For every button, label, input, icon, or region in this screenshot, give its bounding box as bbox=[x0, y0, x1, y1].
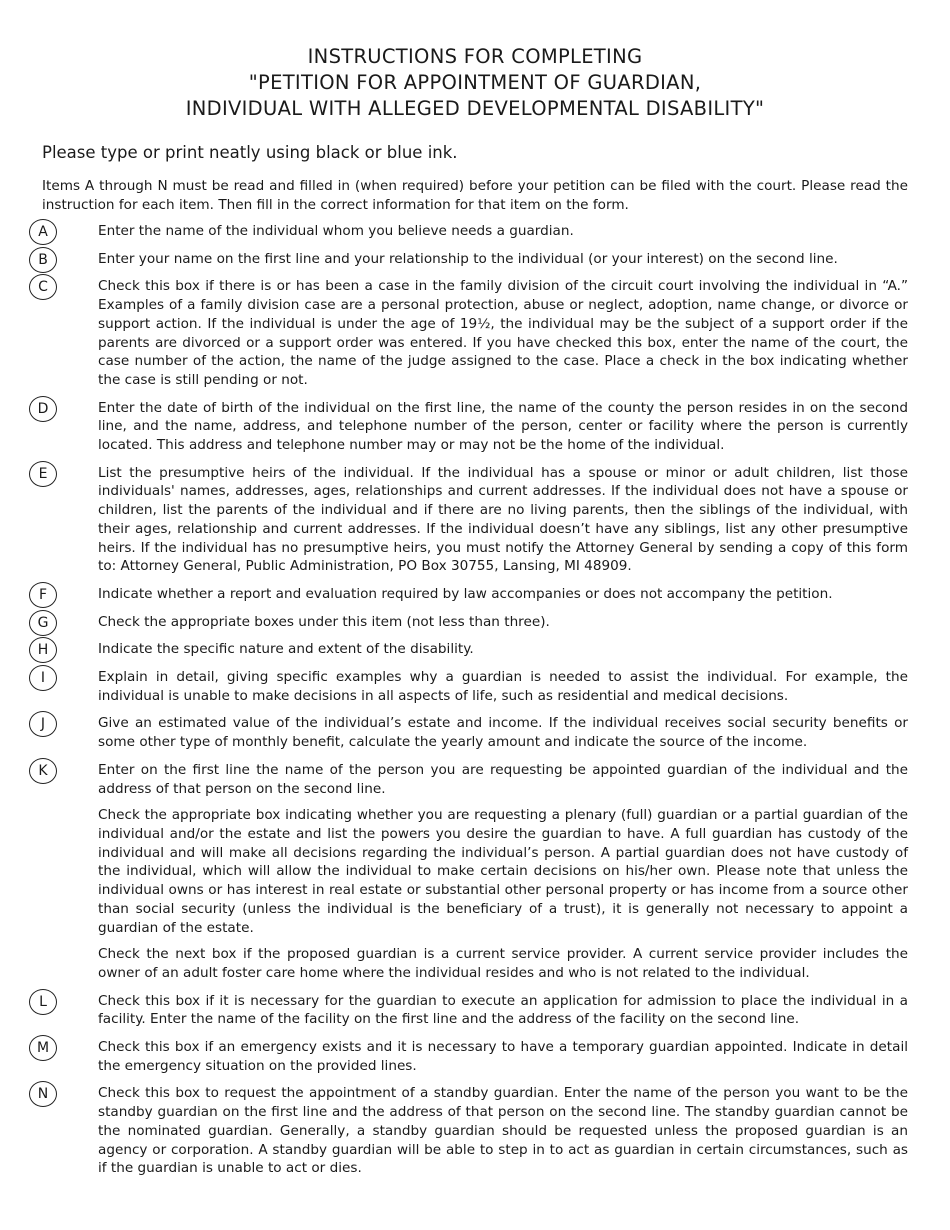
item-text: Explain in detail, giving specific examples why a guardian is needed to assist the individual. For example, the individual is unable to make decisions in all aspects of life, such as residential and medical decisions. bbox=[98, 669, 908, 704]
item-letter-circle: J bbox=[29, 711, 57, 737]
item-text: Check this box if there is or has been a case in the family division of the circuit court involving the individual in “A.” Examples of a family division case are a personal protection, abuse or neglect, adoption, name change, or divorce or support action. If the individual is under the age of 19½, the individual may be the subject of a support order if the parents are divorced or a support order was entered. If you have checked this box, enter the name of the court, the case number of the action, the name of the judge assigned to the case. Place a check in the box indicating whether the case is still pending or not. bbox=[98, 278, 908, 388]
item-list bbox=[36, 222, 908, 1178]
item-text: Check the appropriate box indicating whether you are requesting a plenary (full) guardian or a partial guardian of the individual and/or the estate and list the powers you desire the guardian to have. A full guardian has custody of the individual and will make all decisions regarding the individual’s person. A partial guardian does not have custody of the individual, which will allow the individual to make certain decisions on his/her own. Please note that unless the individual owns or has interest in real estate or substantial other personal property or has income from a source other than social security (unless the individual is the beneficiary of a trust), it is generally not necessary to appoint a guardian of the estate. bbox=[98, 807, 908, 936]
item-letter-circle: A bbox=[29, 219, 57, 245]
item-k-guardian-type bbox=[42, 806, 908, 937]
item-text: Check this box if an emergency exists and it is necessary to have a temporary guardian appointed. Indicate in detail the emergency situation on the provided lines. bbox=[98, 1039, 908, 1074]
intro-paragraph: Items A through N must be read and filled in (when required) before your petition can be filed with the court. Please read the instruction for each item. Then fill in the correct information for that item on the form. bbox=[42, 178, 908, 213]
item-text: Give an estimated value of the individual’s estate and income. If the individual receives social security benefits or some other type of monthly benefit, calculate the yearly amount and indicate the source of the income. bbox=[98, 715, 908, 751]
item-text: Enter on the first line the name of the person you are requesting be appointed guardian of the individual and the address of that person on the second line. bbox=[98, 761, 908, 797]
item-letter-circle: H bbox=[29, 637, 57, 663]
item-letter-circle: L bbox=[29, 989, 57, 1015]
item-letter-circle: K bbox=[29, 758, 57, 784]
document-title bbox=[42, 44, 908, 122]
item-text: Check the next box if the proposed guardian is a current service provider. A current service provider includes the owner of an adult foster care home where the individual resides and who is not related to the individual. bbox=[98, 946, 908, 981]
item-l bbox=[39, 992, 908, 1029]
item-letter-circle: G bbox=[29, 610, 57, 636]
item-letter-circle: M bbox=[29, 1035, 57, 1061]
item-j bbox=[42, 714, 908, 751]
item-letter-circle: D bbox=[29, 396, 57, 422]
item-i bbox=[42, 668, 908, 705]
item-g bbox=[37, 613, 908, 632]
item-letter-circle: F bbox=[29, 582, 57, 608]
item-letter-circle: N bbox=[29, 1081, 57, 1107]
item-text: Check the appropriate boxes under this item (not less than three). bbox=[98, 613, 550, 630]
item-letter-circle: C bbox=[29, 274, 57, 300]
item-letter-circle: I bbox=[29, 665, 57, 691]
item-h bbox=[37, 640, 908, 659]
item-text: Enter the name of the individual whom you believe needs a guardian. bbox=[98, 223, 574, 239]
item-k-service-provider bbox=[42, 945, 908, 982]
instructions-page bbox=[36, 44, 908, 1187]
item-text: Enter the date of birth of the individual on the first line, the name of the county the person resides in on the second line, and the name, address, and telephone number of the person, center or facility where the person is currently located. This address and telephone number may or may not be the home of the individual. bbox=[98, 399, 908, 454]
item-a bbox=[38, 222, 908, 241]
item-letter-circle: E bbox=[29, 461, 57, 487]
title-line-3: INDIVIDUAL WITH ALLEGED DEVELOPMENTAL DISABILITY" bbox=[185, 97, 765, 120]
item-c bbox=[38, 277, 908, 389]
title-line-1: INSTRUCTIONS FOR COMPLETING bbox=[307, 45, 643, 68]
item-e bbox=[38, 464, 908, 576]
item-m bbox=[36, 1038, 908, 1075]
item-n bbox=[37, 1084, 908, 1178]
item-text: Indicate whether a report and evaluation required by law accompanies or does not accompany the petition. bbox=[98, 585, 833, 602]
item-text: Check this box if it is necessary for the guardian to execute an application for admission to place the individual in a facility. Enter the name of the facility on the first line and the address of the facility on the second line. bbox=[98, 992, 908, 1028]
item-letter-circle: B bbox=[29, 247, 57, 273]
item-text: Enter your name on the first line and your relationship to the individual (or your interest) on the second line. bbox=[98, 250, 838, 267]
item-text: List the presumptive heirs of the individual. If the individual has a spouse or minor or adult children, list those individuals' names, addresses, ages, relationships and current addresses. If the individual does not have a spouse or children, list the parents of the individual and if there are no living parents, then the siblings of the individual, with their ages, relationship and current addresses. If the individual doesn’t have any siblings, list any other presumptive heirs. If the individual has no presumptive heirs, you must notify the Attorney General by sending a copy of this form to: Attorney General, Public Administration, PO Box 30755, Lansing, MI 48909. bbox=[98, 464, 908, 575]
item-text: Check this box to request the appointment of a standby guardian. Enter the name of the person you want to be the standby guardian on the first line and the address of that person on the second line. The standby guardian cannot be the nominated guardian. Generally, a standby guardian should be requested unless the proposed guardian is an agency or corporation. A standby guardian will be able to step in to act as guardian in certain circumstances, such as if the guardian is unable to act or dies. bbox=[98, 1085, 908, 1177]
item-f bbox=[38, 585, 908, 604]
item-b bbox=[38, 250, 908, 269]
item-d bbox=[37, 399, 908, 455]
item-k bbox=[38, 761, 908, 798]
item-text: Indicate the specific nature and extent of the disability. bbox=[98, 641, 474, 658]
ink-instruction: Please type or print neatly using black or blue ink. bbox=[42, 143, 458, 162]
title-line-2: "PETITION FOR APPOINTMENT OF GUARDIAN, bbox=[248, 71, 702, 94]
